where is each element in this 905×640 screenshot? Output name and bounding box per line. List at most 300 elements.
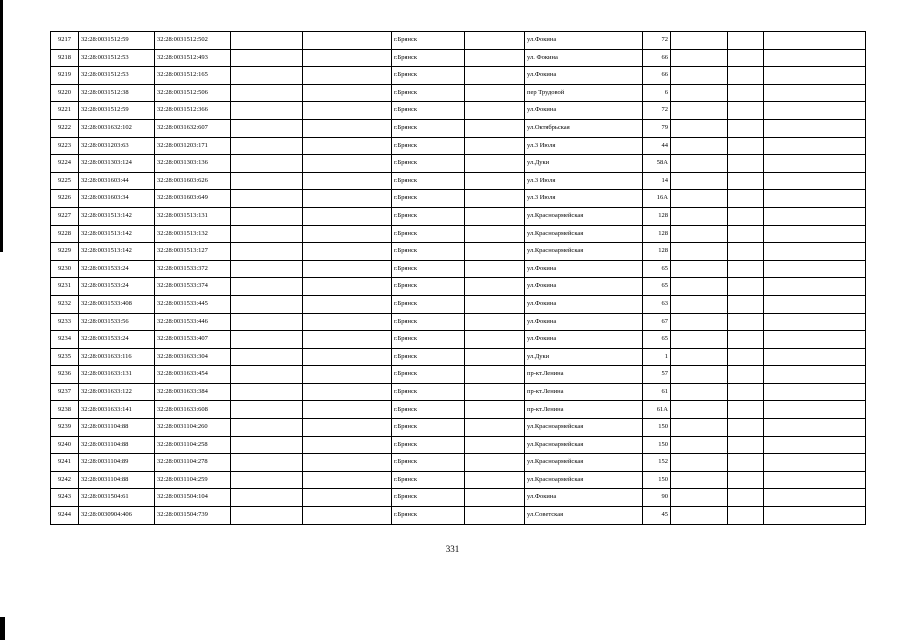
table-row — [51, 225, 866, 243]
cell-empty-col-10 — [671, 383, 728, 401]
cell-empty-col-12 — [764, 155, 866, 173]
table-row — [51, 172, 866, 190]
cell-row-number: 9220 — [51, 84, 79, 102]
cell-empty-col-11 — [728, 471, 764, 489]
cell-street: пр-кт.Ленина — [525, 401, 643, 419]
cell-empty-col-4 — [231, 102, 303, 120]
cell-empty-col-5 — [303, 260, 392, 278]
cell-house-number: 90 — [643, 489, 671, 507]
cell-street: ул.Фокина — [525, 102, 643, 120]
cell-city: г.Брянск — [392, 32, 465, 50]
cell-row-number: 9218 — [51, 49, 79, 67]
cell-empty-col-5 — [303, 119, 392, 137]
cell-city: г.Брянск — [392, 243, 465, 261]
cell-empty-col-7 — [465, 102, 525, 120]
cell-cadastral-number-building: 32:28:0031512:366 — [155, 102, 231, 120]
cell-empty-col-7 — [465, 366, 525, 384]
cell-house-number: 150 — [643, 419, 671, 437]
cell-street: ул.Фокина — [525, 331, 643, 349]
cell-row-number: 9237 — [51, 383, 79, 401]
cell-cadastral-number-building: 32:28:0031533:372 — [155, 260, 231, 278]
cell-city: г.Брянск — [392, 401, 465, 419]
cell-empty-col-4 — [231, 366, 303, 384]
cell-city: г.Брянск — [392, 172, 465, 190]
cell-cadastral-number-building: 32:28:0031104:260 — [155, 419, 231, 437]
cell-cadastral-number-building: 32:28:0031632:607 — [155, 119, 231, 137]
cell-street: пер Трудовой — [525, 84, 643, 102]
cell-cadastral-number-building: 32:28:0031633:454 — [155, 366, 231, 384]
cell-empty-col-12 — [764, 190, 866, 208]
cell-empty-col-4 — [231, 190, 303, 208]
cell-street: ул. Фокина — [525, 49, 643, 67]
cell-city: г.Брянск — [392, 102, 465, 120]
cell-empty-col-12 — [764, 313, 866, 331]
cell-city: г.Брянск — [392, 331, 465, 349]
cell-cadastral-number-building: 32:28:0031512:493 — [155, 49, 231, 67]
cell-cadastral-number-land: 32:28:0031533:56 — [79, 313, 155, 331]
table-row — [51, 119, 866, 137]
cell-empty-col-4 — [231, 454, 303, 472]
cell-cadastral-number-building: 32:28:0031603:626 — [155, 172, 231, 190]
cell-cadastral-number-building: 32:28:0031104:278 — [155, 454, 231, 472]
cell-empty-col-7 — [465, 137, 525, 155]
cell-cadastral-number-land: 32:28:0031633:122 — [79, 383, 155, 401]
cell-cadastral-number-building: 32:28:0031203:171 — [155, 137, 231, 155]
cell-street: ул.Красноармейская — [525, 243, 643, 261]
cell-empty-col-5 — [303, 454, 392, 472]
cell-cadastral-number-land: 32:28:0031512:53 — [79, 49, 155, 67]
cell-house-number: 128 — [643, 207, 671, 225]
cell-empty-col-7 — [465, 489, 525, 507]
cell-empty-col-12 — [764, 383, 866, 401]
cell-street: ул.Фокина — [525, 278, 643, 296]
cell-empty-col-10 — [671, 119, 728, 137]
table-row — [51, 67, 866, 85]
cell-empty-col-7 — [465, 207, 525, 225]
cell-empty-col-11 — [728, 436, 764, 454]
cell-cadastral-number-building: 32:28:0031513:127 — [155, 243, 231, 261]
cell-empty-col-10 — [671, 190, 728, 208]
cell-empty-col-5 — [303, 383, 392, 401]
cell-city: г.Брянск — [392, 278, 465, 296]
cell-house-number: 61 — [643, 383, 671, 401]
cell-empty-col-11 — [728, 454, 764, 472]
cell-empty-col-5 — [303, 102, 392, 120]
cell-empty-col-4 — [231, 49, 303, 67]
cell-empty-col-10 — [671, 278, 728, 296]
cell-row-number: 9238 — [51, 401, 79, 419]
cell-street: ул.Фокина — [525, 67, 643, 85]
cell-empty-col-7 — [465, 84, 525, 102]
cell-row-number: 9241 — [51, 454, 79, 472]
cell-empty-col-7 — [465, 383, 525, 401]
cell-empty-col-11 — [728, 260, 764, 278]
cell-cadastral-number-building: 32:28:0031303:136 — [155, 155, 231, 173]
cell-row-number: 9219 — [51, 67, 79, 85]
cell-empty-col-7 — [465, 172, 525, 190]
cell-city: г.Брянск — [392, 155, 465, 173]
cell-empty-col-4 — [231, 471, 303, 489]
cell-city: г.Брянск — [392, 489, 465, 507]
cell-row-number: 9243 — [51, 489, 79, 507]
cell-street: ул.Красноармейская — [525, 207, 643, 225]
cell-empty-col-10 — [671, 489, 728, 507]
cell-house-number: 72 — [643, 32, 671, 50]
cell-empty-col-12 — [764, 67, 866, 85]
cell-empty-col-4 — [231, 243, 303, 261]
cell-row-number: 9239 — [51, 419, 79, 437]
cell-empty-col-7 — [465, 471, 525, 489]
cell-empty-col-12 — [764, 49, 866, 67]
cell-city: г.Брянск — [392, 67, 465, 85]
cell-empty-col-12 — [764, 401, 866, 419]
table-row — [51, 295, 866, 313]
cell-cadastral-number-land: 32:28:0031104:89 — [79, 454, 155, 472]
cell-empty-col-4 — [231, 383, 303, 401]
cell-empty-col-10 — [671, 207, 728, 225]
cell-empty-col-11 — [728, 155, 764, 173]
cell-empty-col-7 — [465, 155, 525, 173]
cell-row-number: 9227 — [51, 207, 79, 225]
cell-empty-col-12 — [764, 436, 866, 454]
table-row — [51, 471, 866, 489]
cell-house-number: 44 — [643, 137, 671, 155]
cell-city: г.Брянск — [392, 471, 465, 489]
cell-empty-col-4 — [231, 331, 303, 349]
cell-street: ул.Дуки — [525, 348, 643, 366]
cell-empty-col-7 — [465, 119, 525, 137]
table-row — [51, 313, 866, 331]
cell-house-number: 6 — [643, 84, 671, 102]
cell-empty-col-5 — [303, 331, 392, 349]
cell-house-number: 150 — [643, 471, 671, 489]
cell-empty-col-5 — [303, 155, 392, 173]
cell-empty-col-4 — [231, 401, 303, 419]
cell-cadastral-number-land: 32:28:0031512:59 — [79, 32, 155, 50]
cell-empty-col-5 — [303, 471, 392, 489]
cell-house-number: 61А — [643, 401, 671, 419]
cell-empty-col-11 — [728, 243, 764, 261]
cell-city: г.Брянск — [392, 507, 465, 525]
cell-house-number: 45 — [643, 507, 671, 525]
scan-edge-mark — [0, 0, 3, 252]
cell-empty-col-7 — [465, 49, 525, 67]
cell-empty-col-5 — [303, 489, 392, 507]
cell-empty-col-12 — [764, 102, 866, 120]
cell-house-number: 65 — [643, 260, 671, 278]
cell-empty-col-5 — [303, 84, 392, 102]
cell-city: г.Брянск — [392, 419, 465, 437]
table-row — [51, 207, 866, 225]
cell-row-number: 9233 — [51, 313, 79, 331]
cell-empty-col-4 — [231, 295, 303, 313]
cell-empty-col-4 — [231, 489, 303, 507]
cell-cadastral-number-building: 32:28:0031504:104 — [155, 489, 231, 507]
cell-empty-col-10 — [671, 507, 728, 525]
cell-empty-col-4 — [231, 260, 303, 278]
cell-empty-col-7 — [465, 454, 525, 472]
cell-empty-col-4 — [231, 507, 303, 525]
cell-cadastral-number-land: 32:28:0031504:61 — [79, 489, 155, 507]
table-row — [51, 190, 866, 208]
cell-empty-col-7 — [465, 190, 525, 208]
table-row — [51, 49, 866, 67]
cell-empty-col-4 — [231, 436, 303, 454]
cell-cadastral-number-land: 32:28:0031633:116 — [79, 348, 155, 366]
cell-cadastral-number-land: 32:28:0030904:406 — [79, 507, 155, 525]
cell-street: ул.Фокина — [525, 313, 643, 331]
cell-street: ул.Красноармейская — [525, 436, 643, 454]
cell-empty-col-4 — [231, 278, 303, 296]
cell-empty-col-7 — [465, 295, 525, 313]
cell-house-number: 16А — [643, 190, 671, 208]
register-table-body — [51, 32, 866, 525]
cell-house-number: 150 — [643, 436, 671, 454]
cell-row-number: 9217 — [51, 32, 79, 50]
table-row — [51, 243, 866, 261]
cell-house-number: 63 — [643, 295, 671, 313]
cell-empty-col-10 — [671, 225, 728, 243]
cell-empty-col-12 — [764, 172, 866, 190]
cell-empty-col-10 — [671, 295, 728, 313]
cell-cadastral-number-land: 32:28:0031203:63 — [79, 137, 155, 155]
cell-empty-col-11 — [728, 84, 764, 102]
cell-empty-col-12 — [764, 32, 866, 50]
cell-empty-col-12 — [764, 225, 866, 243]
cell-house-number: 128 — [643, 243, 671, 261]
cell-city: г.Брянск — [392, 436, 465, 454]
cell-empty-col-10 — [671, 401, 728, 419]
cell-cadastral-number-building: 32:28:0031104:258 — [155, 436, 231, 454]
cell-cadastral-number-land: 32:28:0031633:131 — [79, 366, 155, 384]
cell-empty-col-10 — [671, 137, 728, 155]
register-table — [50, 31, 866, 525]
cell-cadastral-number-building: 32:28:0031512:165 — [155, 67, 231, 85]
cell-street: ул.3 Июля — [525, 172, 643, 190]
cell-row-number: 9236 — [51, 366, 79, 384]
cell-street: ул.Фокина — [525, 295, 643, 313]
cell-empty-col-5 — [303, 348, 392, 366]
cell-cadastral-number-land: 32:28:0031513:142 — [79, 225, 155, 243]
cell-empty-col-12 — [764, 507, 866, 525]
cell-cadastral-number-building: 32:28:0031513:132 — [155, 225, 231, 243]
cell-cadastral-number-land: 32:28:0031533:24 — [79, 331, 155, 349]
cell-empty-col-5 — [303, 295, 392, 313]
cell-empty-col-11 — [728, 102, 764, 120]
cell-city: г.Брянск — [392, 84, 465, 102]
cell-empty-col-12 — [764, 454, 866, 472]
table-row — [51, 507, 866, 525]
cell-empty-col-11 — [728, 32, 764, 50]
cell-empty-col-5 — [303, 419, 392, 437]
cell-empty-col-7 — [465, 278, 525, 296]
table-row — [51, 137, 866, 155]
cell-empty-col-10 — [671, 348, 728, 366]
cell-empty-col-7 — [465, 260, 525, 278]
cell-empty-col-11 — [728, 278, 764, 296]
cell-street: ул.3 Июля — [525, 190, 643, 208]
cell-empty-col-11 — [728, 383, 764, 401]
cell-street: ул.Дуки — [525, 155, 643, 173]
cell-street: ул.Красноармейская — [525, 419, 643, 437]
table-row — [51, 331, 866, 349]
cell-empty-col-11 — [728, 348, 764, 366]
cell-empty-col-12 — [764, 243, 866, 261]
cell-empty-col-5 — [303, 190, 392, 208]
cell-city: г.Брянск — [392, 313, 465, 331]
cell-empty-col-10 — [671, 436, 728, 454]
table-row — [51, 32, 866, 50]
cell-empty-col-10 — [671, 67, 728, 85]
cell-empty-col-10 — [671, 419, 728, 437]
cell-cadastral-number-land: 32:28:0031533:24 — [79, 278, 155, 296]
cell-empty-col-12 — [764, 471, 866, 489]
cell-empty-col-11 — [728, 507, 764, 525]
cell-city: г.Брянск — [392, 225, 465, 243]
cell-street: ул.Фокина — [525, 32, 643, 50]
cell-cadastral-number-land: 32:28:0031632:102 — [79, 119, 155, 137]
cell-street: пр-кт.Ленина — [525, 366, 643, 384]
cell-empty-col-4 — [231, 137, 303, 155]
cell-city: г.Брянск — [392, 348, 465, 366]
cell-empty-col-11 — [728, 331, 764, 349]
cell-cadastral-number-land: 32:28:0031603:44 — [79, 172, 155, 190]
cell-house-number: 128 — [643, 225, 671, 243]
register-table-container — [50, 31, 866, 525]
cell-empty-col-11 — [728, 49, 764, 67]
cell-cadastral-number-land: 32:28:0031512:53 — [79, 67, 155, 85]
cell-empty-col-10 — [671, 49, 728, 67]
cell-empty-col-4 — [231, 207, 303, 225]
cell-cadastral-number-land: 32:28:0031303:124 — [79, 155, 155, 173]
cell-empty-col-11 — [728, 137, 764, 155]
cell-empty-col-10 — [671, 155, 728, 173]
cell-row-number: 9244 — [51, 507, 79, 525]
cell-empty-col-11 — [728, 225, 764, 243]
cell-cadastral-number-building: 32:28:0031512:502 — [155, 32, 231, 50]
cell-empty-col-12 — [764, 119, 866, 137]
table-row — [51, 84, 866, 102]
cell-empty-col-12 — [764, 207, 866, 225]
cell-empty-col-11 — [728, 366, 764, 384]
cell-empty-col-12 — [764, 260, 866, 278]
cell-street: пр-кт.Ленина — [525, 383, 643, 401]
cell-cadastral-number-building: 32:28:0031533:374 — [155, 278, 231, 296]
cell-cadastral-number-building: 32:28:0031504:739 — [155, 507, 231, 525]
cell-empty-col-12 — [764, 278, 866, 296]
cell-cadastral-number-building: 32:28:0031633:304 — [155, 348, 231, 366]
cell-empty-col-4 — [231, 419, 303, 437]
cell-house-number: 1 — [643, 348, 671, 366]
cell-empty-col-7 — [465, 436, 525, 454]
cell-street: ул.Советская — [525, 507, 643, 525]
table-row — [51, 155, 866, 173]
cell-row-number: 9228 — [51, 225, 79, 243]
cell-empty-col-11 — [728, 119, 764, 137]
page-number: 331 — [445, 544, 460, 554]
cell-cadastral-number-land: 32:28:0031633:141 — [79, 401, 155, 419]
cell-empty-col-10 — [671, 243, 728, 261]
cell-street: ул.Октябрьская — [525, 119, 643, 137]
cell-street: ул.Красноармейская — [525, 225, 643, 243]
cell-empty-col-5 — [303, 243, 392, 261]
table-row — [51, 454, 866, 472]
cell-row-number: 9221 — [51, 102, 79, 120]
cell-empty-col-7 — [465, 331, 525, 349]
cell-empty-col-7 — [465, 401, 525, 419]
cell-empty-col-10 — [671, 84, 728, 102]
cell-cadastral-number-land: 32:28:0031104:88 — [79, 419, 155, 437]
cell-cadastral-number-land: 32:28:0031533:408 — [79, 295, 155, 313]
cell-cadastral-number-building: 32:28:0031533:446 — [155, 313, 231, 331]
cell-empty-col-11 — [728, 489, 764, 507]
cell-house-number: 57 — [643, 366, 671, 384]
cell-row-number: 9234 — [51, 331, 79, 349]
cell-street: ул.Фокина — [525, 489, 643, 507]
cell-house-number: 66 — [643, 49, 671, 67]
cell-empty-col-12 — [764, 419, 866, 437]
cell-empty-col-4 — [231, 313, 303, 331]
cell-empty-col-5 — [303, 49, 392, 67]
cell-house-number: 72 — [643, 102, 671, 120]
cell-cadastral-number-building: 32:28:0031603:649 — [155, 190, 231, 208]
cell-cadastral-number-building: 32:28:0031512:506 — [155, 84, 231, 102]
cell-empty-col-10 — [671, 313, 728, 331]
cell-house-number: 79 — [643, 119, 671, 137]
cell-row-number: 9240 — [51, 436, 79, 454]
cell-empty-col-7 — [465, 225, 525, 243]
cell-row-number: 9223 — [51, 137, 79, 155]
table-row — [51, 436, 866, 454]
cell-row-number: 9224 — [51, 155, 79, 173]
cell-city: г.Брянск — [392, 295, 465, 313]
table-row — [51, 102, 866, 120]
cell-city: г.Брянск — [392, 366, 465, 384]
cell-empty-col-4 — [231, 225, 303, 243]
cell-empty-col-5 — [303, 507, 392, 525]
cell-empty-col-5 — [303, 32, 392, 50]
cell-house-number: 67 — [643, 313, 671, 331]
cell-empty-col-10 — [671, 32, 728, 50]
cell-empty-col-11 — [728, 295, 764, 313]
cell-house-number: 152 — [643, 454, 671, 472]
cell-cadastral-number-land: 32:28:0031513:142 — [79, 243, 155, 261]
cell-cadastral-number-land: 32:28:0031512:59 — [79, 102, 155, 120]
cell-empty-col-12 — [764, 366, 866, 384]
cell-city: г.Брянск — [392, 137, 465, 155]
cell-city: г.Брянск — [392, 454, 465, 472]
cell-house-number: 65 — [643, 278, 671, 296]
cell-empty-col-11 — [728, 190, 764, 208]
cell-empty-col-11 — [728, 401, 764, 419]
cell-empty-col-5 — [303, 313, 392, 331]
cell-empty-col-7 — [465, 507, 525, 525]
cell-street: ул.Красноармейская — [525, 471, 643, 489]
cell-empty-col-12 — [764, 348, 866, 366]
cell-empty-col-11 — [728, 313, 764, 331]
table-row — [51, 401, 866, 419]
cell-empty-col-4 — [231, 172, 303, 190]
cell-empty-col-10 — [671, 331, 728, 349]
cell-empty-col-7 — [465, 313, 525, 331]
cell-city: г.Брянск — [392, 207, 465, 225]
cell-empty-col-11 — [728, 67, 764, 85]
cell-cadastral-number-land: 32:28:0031603:34 — [79, 190, 155, 208]
cell-cadastral-number-land: 32:28:0031513:142 — [79, 207, 155, 225]
cell-empty-col-11 — [728, 207, 764, 225]
cell-house-number: 66 — [643, 67, 671, 85]
cell-empty-col-12 — [764, 295, 866, 313]
